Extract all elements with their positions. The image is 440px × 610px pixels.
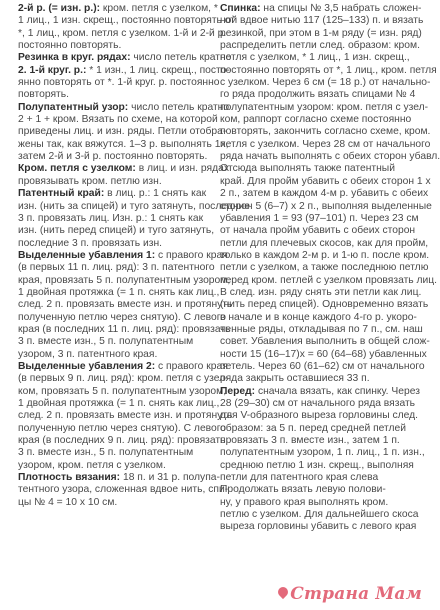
line-text: петли для патентного края слева [220,472,379,484]
line-text: 3 п. вместе изн., 5 п. полупатентным [18,447,194,459]
line-text: с правого края [155,360,228,372]
line-text: провязать 3 п. вместе изн., затем 1 п. [220,435,400,447]
line-text: края (в последних 11 п. лиц. ряд): провязать [18,323,231,335]
text-line [18,40,218,52]
text-line [18,460,218,472]
text-line [18,336,218,348]
line-text: изн. (нить за спицей) и туго затянуть, последние [18,200,251,212]
text-line [18,398,218,410]
section-heading: Кром. петля с узелком: [18,163,136,175]
text-line [220,225,420,237]
line-text: тентного узора, сложенная вдвое нить, спи- [18,484,229,496]
line-text: края (в последних 9 п. лиц. ряд): провязать [18,435,226,447]
text-line [220,299,429,311]
line-text: * 1 изн., 1 лиц. скрещ., посто- [86,64,230,76]
text-line [220,200,432,213]
line-text: петель. Через 60 (61–62) см от начального [220,360,425,372]
line-text: затем 2-й и 3-й р. постоянно повторять. [18,151,208,163]
line-text: петля с узелком, * 1 лиц., 1 изн. скрещ., [220,52,410,64]
line-text: 3 п. вместе изн., 5 п. полупатентным [18,336,194,348]
line-text: (в первых 9 п. лиц. ряд): кром. петля с узел- [18,373,229,385]
text-line [18,188,218,200]
line-text: в лиц. и изн. рядах [135,163,229,175]
line-text: распределить петли след. образом: кром. [220,40,420,52]
section-heading: Выделенные убавления 1: [18,249,156,261]
line-text: ности 15 (16–17)х = 60 (64–68) убавленных [220,348,427,360]
line-text: 1 двойная протяжка (= 1 п. снять как лиц., [18,398,220,409]
section-heading: Перед: [220,385,256,397]
watermark-text: Страна Мам [290,584,422,604]
text-line [220,287,420,299]
text-line [220,77,431,89]
text-line [18,435,226,447]
text-line [220,28,420,40]
line-text: след. 2 п. провязать вместе изн. и протянуть [18,410,233,422]
line-text: 1 двойная протяжка (= 1 п. снять как лиц., [18,286,220,298]
text-line [220,521,420,533]
text-line [220,64,437,77]
text-line [18,138,229,151]
line-text: в начале и в конце каждого 4-го р. укоро- [220,311,417,323]
section-heading: 2. 1-й круг. р.: [18,64,87,76]
text-line [220,138,431,151]
section-heading: Спинка: [220,3,261,14]
text-line [220,126,431,138]
text-line [18,89,218,101]
line-text: ряда закрыть оставшиеся 33 п. [220,373,370,385]
text-line [220,509,420,521]
section-heading: Патентный край: [18,188,105,200]
line-text: В след. изн. ряду снять эти петли как лиц. [220,286,422,298]
text-line [220,237,429,250]
line-text: Продолжать вязать левую полови- [220,484,386,496]
line-text: резинкой, при этом в 1-м ряду (= изн. ряд) [220,27,422,39]
text-line [18,497,218,509]
text-line [18,447,218,459]
line-text: петли для плечевых скосов, как для пройм, [220,237,429,249]
text-line [18,311,227,324]
line-text: *, 1 лиц., кром. петля с узелком. 1-й и 2-й р. [18,27,227,39]
line-text: край. Для пройм убавить с обеих сторон 1 х [220,175,431,187]
text-line [220,312,420,324]
line-text: янно повторять от *. 1-й круг. р. постоянно [18,77,220,89]
text-line [220,213,420,225]
line-text: убавления 1 = 93 (97–101) п. Через 23 см [220,212,419,224]
text-line [220,175,431,188]
text-line [220,323,423,336]
section-heading: Резинка в круг. рядах: [18,52,131,64]
line-text: сначала вязать, как спинку. Через [255,385,420,397]
line-text: края, провязать 5 п. полупатентным узором, [18,274,231,286]
line-text: повторять, закончить согласно схеме, кром. [220,126,431,138]
text-line [18,238,218,250]
text-line [220,15,424,27]
line-text: в лиц. р.: 1 снять как [104,188,207,200]
text-line [220,336,430,348]
text-line [18,274,231,287]
line-text: для V-образного выреза горловины след. [220,410,418,422]
line-text: цы № 4 = 10 х 10 см. [18,496,118,508]
line-text: узором, кром. петля с узелком. [18,459,166,471]
line-text: последние 3 п. провязать изн. [18,237,163,249]
text-line [18,262,218,274]
line-text: ченные ряды, откладывая по 7 п., см. наш [220,323,423,335]
line-text: го ряда продолжить вязать спицами № 4 [220,89,416,101]
text-line [220,163,420,175]
text-line [18,200,251,213]
text-line [220,423,420,435]
line-text: ряда начать выполнять с обеих сторон убавл. [220,151,440,163]
text-line [18,52,232,64]
line-text: изн. (нить перед спицей) и туго затянуть, [18,225,215,237]
text-line [220,360,425,373]
section-heading: 2-й р. (= изн. р.): [18,3,101,14]
line-text: сторон 5 (6–7) х 2 п., выполняя выделенные [220,200,432,212]
line-text: полученную петлю через снятую). С левого [18,422,227,434]
text-line [18,287,218,299]
line-text: узором, 3 п. патентного края. [18,348,158,360]
text-line [18,410,233,422]
text-line [220,348,427,361]
line-text: полупатентным узором: кром. петля с узел- [220,101,429,113]
text-line [18,422,227,435]
line-text: образом: за 5 п. перед средней петлей [220,422,407,434]
line-text: петли с узелком, а также последнюю петлю [220,262,429,274]
text-line [220,435,420,447]
line-text: кром. петля с узелком, * [100,3,218,14]
text-line [18,64,230,77]
text-line [18,114,218,126]
line-text: на спицы № 3,5 набрать сложен- [260,3,422,14]
line-text: петлю с узелком. Для дальнейшего скоса [220,509,419,521]
line-text: Отсюда выполнять также патентный [220,163,395,175]
text-line [220,373,420,385]
line-text: петля с узелком. Через 28 см от начального [220,138,431,150]
text-line [18,225,218,237]
text-line [18,484,229,496]
line-text: среднюю петлю 1 изн. скрещ., выполняя [220,459,414,471]
line-text: от начала пройм убавить с обеих сторон [220,225,416,237]
text-line [18,77,218,89]
line-text: ком, провязать 5 п. полупатентным узором, [18,385,227,397]
line-text: число петель кратно [130,52,232,64]
text-line [18,15,235,27]
watermark-icon [276,585,290,599]
text-line [18,360,228,373]
line-text: полученную петлю через снятую). С левого [18,311,227,323]
section-heading: Плотность вязания: [18,472,121,484]
line-text: ком, раппорт согласно схеме постоянно [220,114,412,126]
section-heading: Выделенные убавления 2: [18,360,156,372]
line-text: постоянно повторять от *, 1 лиц., кром. петля [220,64,437,76]
text-line [18,126,227,138]
line-text: с правого края [155,249,228,261]
text-line [220,3,420,15]
text-line [220,262,429,274]
text-line [18,299,233,311]
right-column [220,3,440,534]
text-line [220,151,440,163]
text-line [18,163,229,175]
line-text: (нить перед спицей). Одновременно вязать [220,299,429,311]
line-text: 2 п., затем в каждом 4-м р. убавить с обеих [220,188,429,200]
text-line [220,410,420,422]
text-line [18,101,230,114]
line-text: ной вдвое нитью 117 (125–133) п. и вязать [220,15,424,27]
text-line [18,373,229,385]
text-line [220,386,420,398]
line-text: приведены лиц. и изн. ряды. Петли отобра- [18,126,227,138]
line-text: (в первых 11 п. лиц. ряд): 3 п. патентного [18,262,215,274]
text-line [220,188,429,200]
text-line [18,3,218,15]
line-text: ну, у правого края выполнять кром. [220,496,389,508]
text-line [18,249,228,262]
line-text: перед кром. петлей с узелком провязать лиц. [220,274,438,286]
text-line [18,176,218,188]
line-text: постоянно повторять. [18,40,122,52]
text-line [220,447,425,459]
text-line [220,398,420,410]
line-text: жены так, как вяжутся. 1–3 р. выполнять 1х, [18,138,229,150]
line-text: повторять. [18,89,70,101]
line-text: след. 2 п. провязать вместе изн. и протянуть [18,299,233,311]
text-line [220,101,429,114]
line-text: провязывать кром. петлю изн. [18,175,162,187]
line-text: только в каждом 2-м р. и 1-ю п. после кром. [220,249,430,261]
text-line [18,151,218,163]
line-text: выреза горловины убавить с левого края [220,521,417,533]
text-line [220,52,420,64]
text-line [220,274,438,287]
line-text: 3 п. провязать лиц. Изн. р.: 1 снять как [18,212,204,224]
text-line [220,114,420,126]
text-line [220,249,430,262]
text-line [220,497,420,509]
line-text: число петель кратно [128,101,230,113]
text-line [220,460,420,472]
text-line [220,89,420,101]
section-heading: Полупатентный узор: [18,101,129,113]
line-text: полупатентным узором, 1 п. лиц., 1 п. изн., [220,447,425,459]
site-watermark [278,584,422,604]
line-text: 2 + 1 + кром. Вязать по схеме, на которой [18,114,218,126]
text-line [18,349,218,361]
text-line [18,213,218,225]
text-line [18,472,218,484]
text-line [220,472,420,484]
line-text: 18 п. и 31 р. полупа- [120,472,220,484]
line-text: совет. Убавления выполнить в общей слож- [220,336,430,348]
line-text: с узелком. Через 6 см (= 18 р.) от начально- [220,77,431,89]
text-line [18,323,231,336]
line-text: 28 (29–30) см от начального ряда вязать [220,398,416,409]
text-line [18,385,227,398]
line-text: 1 лиц., 1 изн. скрещ., постоянно повторять от [18,15,235,27]
text-line [18,27,227,40]
text-line [220,484,420,496]
text-line [220,40,420,52]
